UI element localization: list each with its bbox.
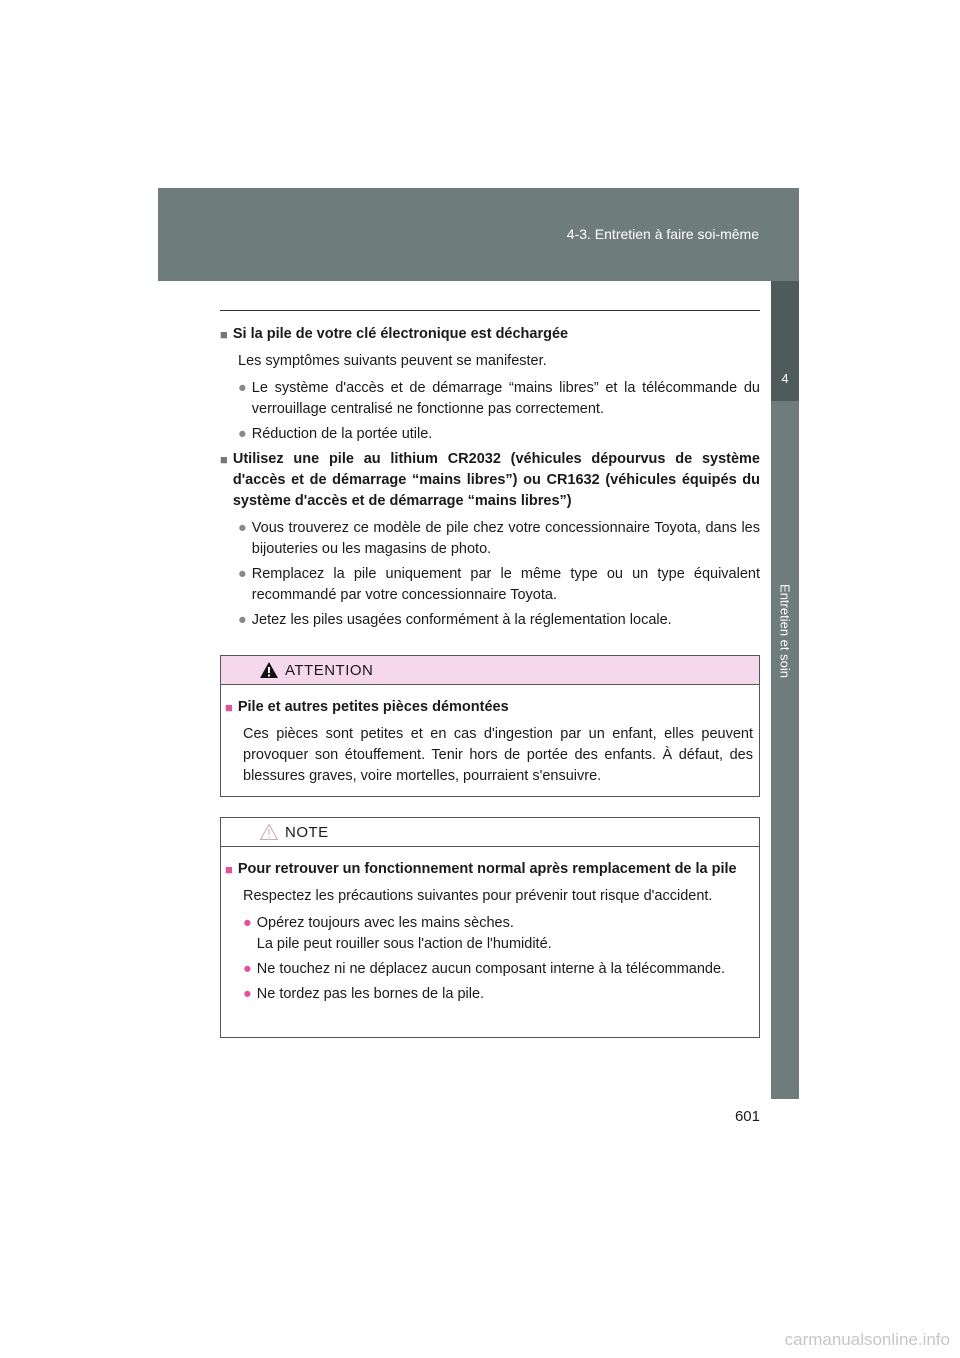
warning-icon xyxy=(259,661,279,679)
list-item: ● Réduction de la portée utile. xyxy=(238,424,760,445)
note-header xyxy=(221,818,759,847)
chapter-side-tab xyxy=(771,281,799,1099)
list-item: ● Remplacez la pile uniquement par le même type ou un type équivalent recommandé par votre concessionnaire Toyota. xyxy=(238,564,760,606)
note-body xyxy=(221,847,759,1019)
section-intro: Les symptômes suivants peuvent se manifester. xyxy=(238,353,547,369)
section-heading: ■ Utilisez une pile au lithium CR2032 (véhicules dépourvus de système d'accès et de démarrage “mains libres”) ou CR1632 (véhicules équipés du système d'accès et de démarrage “mains libres”) xyxy=(220,449,760,512)
chapter-label: Entretien et soin xyxy=(777,584,793,678)
attention-box xyxy=(220,655,760,797)
list-item: ● Vous trouverez ce modèle de pile chez votre concessionnaire Toyota, dans les bijouteries ou les magasins de photo. xyxy=(238,518,760,560)
bullet-dot-icon: ● xyxy=(238,520,247,536)
caution-outline-icon xyxy=(259,823,279,841)
section-heading: ■ Si la pile de votre clé électronique est déchargée xyxy=(220,324,760,345)
bullet-dot-icon: ● xyxy=(238,612,247,628)
list-item: ● Opérez toujours avec les mains sèches. La pile peut rouiller sous l'action de l'humidité. xyxy=(243,913,753,955)
note-intro: Respectez les précautions suivantes pour prévenir tout risque d'accident. xyxy=(243,888,713,904)
header-band xyxy=(158,188,799,281)
bullet-dot-icon: ● xyxy=(243,986,252,1002)
top-divider xyxy=(220,310,760,311)
list-item: ● Ne tordez pas les bornes de la pile. xyxy=(243,984,753,1005)
square-bullet-icon: ■ xyxy=(220,452,228,467)
square-bullet-icon: ■ xyxy=(225,700,233,715)
attention-header xyxy=(221,656,759,685)
watermark: carmanualsonline.info xyxy=(784,1330,950,1349)
page-number: 601 xyxy=(734,1108,760,1125)
note-title: NOTE xyxy=(285,823,329,841)
note-box xyxy=(220,817,760,1038)
square-bullet-icon: ■ xyxy=(220,327,228,342)
bullet-dot-icon: ● xyxy=(243,915,252,931)
bullet-dot-icon: ● xyxy=(238,566,247,582)
list-item: ● Jetez les piles usagées conformément à la réglementation locale. xyxy=(238,610,760,631)
bullet-dot-icon: ● xyxy=(238,426,247,442)
chapter-number: 4 xyxy=(781,371,789,386)
section-battery-empty xyxy=(220,324,760,445)
attention-heading: ■ Pile et autres petites pièces démontées xyxy=(225,697,753,718)
list-item: ● Le système d'accès et de démarrage “mains libres” et la télécommande du verrouillage centralisé ne fonctionne pas correctement. xyxy=(238,378,760,420)
attention-text: Ces pièces sont petites et en cas d'ingestion par un enfant, elles peuvent provoquer son étouffement. Tenir hors de portée des enfants. À défaut, des blessures graves, voire mortelles, pourraient s'ensuivre. xyxy=(243,726,753,784)
note-heading: ■ Pour retrouver un fonctionnement normal après remplacement de la pile xyxy=(225,859,753,880)
attention-title: ATTENTION xyxy=(285,661,374,679)
attention-body xyxy=(221,685,759,803)
bullet-dot-icon: ● xyxy=(243,961,252,977)
main-content xyxy=(220,324,760,635)
section-lithium-battery xyxy=(220,449,760,631)
list-item: ● Ne touchez ni ne déplacez aucun composant interne à la télécommande. xyxy=(243,959,753,980)
square-bullet-icon: ■ xyxy=(225,862,233,877)
section-title: 4-3. Entretien à faire soi-même xyxy=(566,226,759,242)
chapter-tab-marker xyxy=(771,281,799,401)
bullet-dot-icon: ● xyxy=(238,380,247,396)
